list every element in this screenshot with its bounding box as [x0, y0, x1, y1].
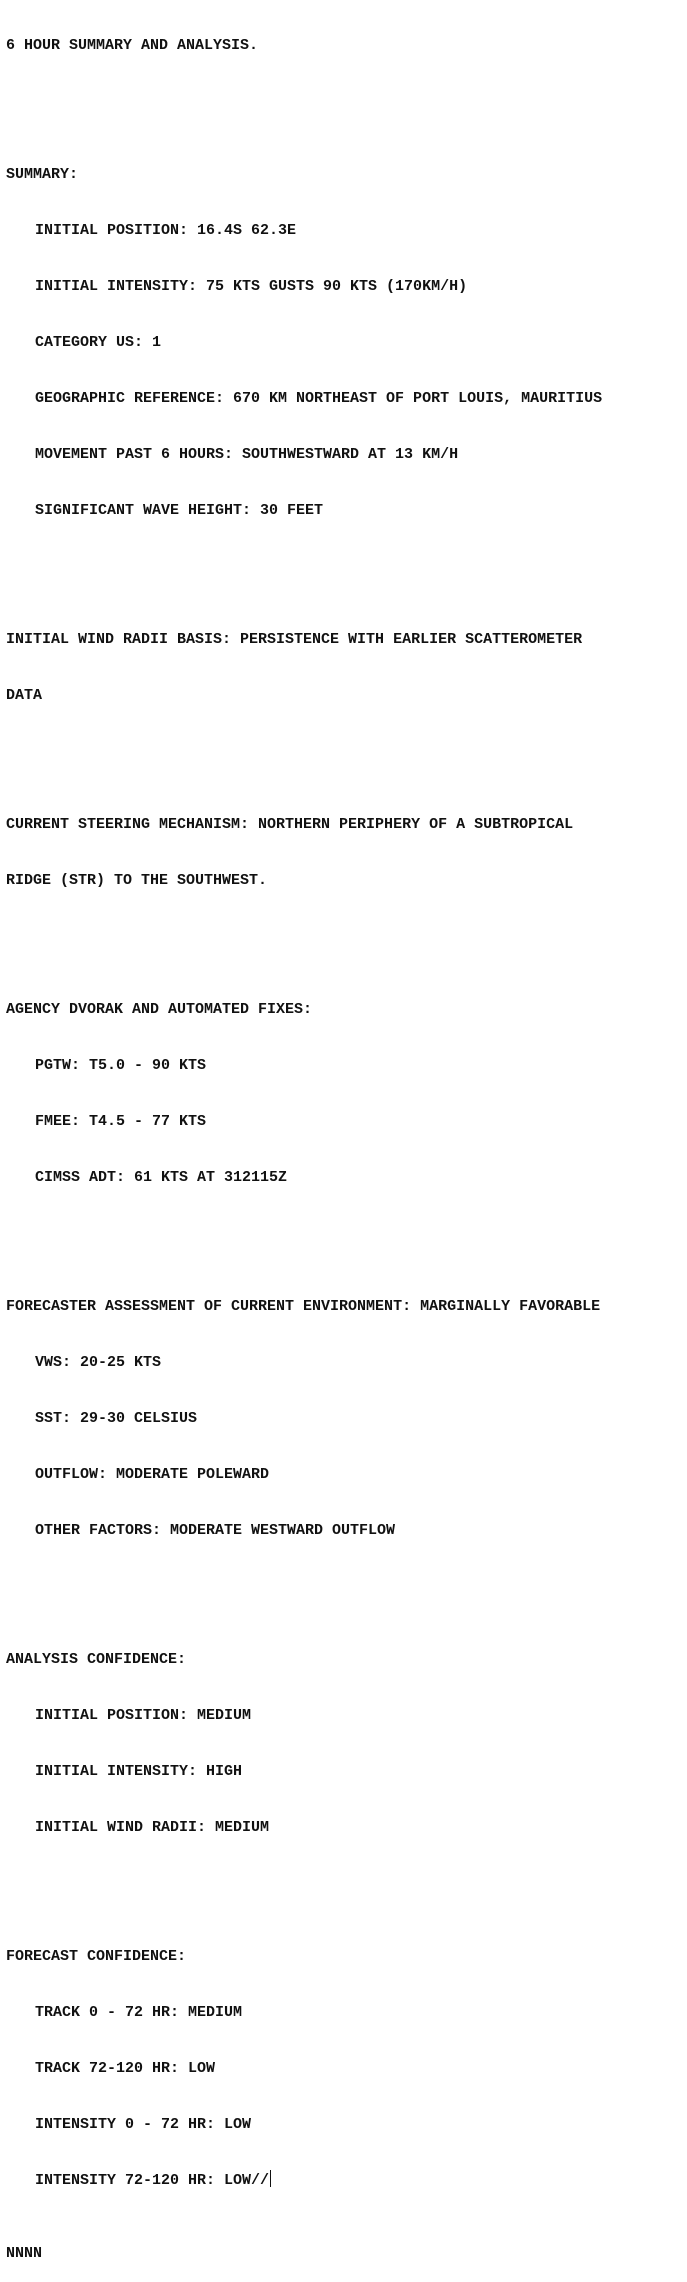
environment-heading: FORECASTER ASSESSMENT OF CURRENT ENVIRONMENT: MARGINALLY FAVORABLE [6, 1298, 601, 1315]
environment-other-factors: OTHER FACTORS: MODERATE WESTWARD OUTFLOW [35, 1522, 396, 1539]
analysis-confidence-intensity: INITIAL INTENSITY: HIGH [35, 1763, 243, 1780]
forecast-confidence-heading: FORECAST CONFIDENCE: [6, 1948, 187, 1965]
analysis-confidence-heading: ANALYSIS CONFIDENCE: [6, 1651, 187, 1668]
steering-line-2: RIDGE (STR) TO THE SOUTHWEST. [6, 872, 268, 889]
environment-outflow: OUTFLOW: MODERATE POLEWARD [35, 1466, 270, 1483]
fix-pgtw: PGTW: T5.0 - 90 KTS [35, 1057, 207, 1074]
spacer [6, 926, 686, 948]
bulletin-title: 6 HOUR SUMMARY AND ANALYSIS. [6, 37, 259, 54]
fix-cimss: CIMSS ADT: 61 KTS AT 312115Z [35, 1169, 288, 1186]
spacer [6, 91, 686, 113]
spacer [6, 1223, 686, 1245]
analysis-confidence-position: INITIAL POSITION: MEDIUM [35, 1707, 252, 1724]
summary-geographic-reference: GEOGRAPHIC REFERENCE: 670 KM NORTHEAST OF PORT LOUIS, MAURITIUS [35, 390, 603, 407]
fix-fmee: FMEE: T4.5 - 77 KTS [35, 1113, 207, 1130]
forecast-confidence-intensity-72-120: INTENSITY 72-120 HR: LOW// [35, 2172, 270, 2189]
forecast-confidence-track-72-120: TRACK 72-120 HR: LOW [35, 2060, 216, 2077]
summary-heading: SUMMARY: [6, 166, 79, 183]
summary-wave-height: SIGNIFICANT WAVE HEIGHT: 30 FEET [35, 502, 324, 519]
bulletin-footer: NNNN [6, 2245, 43, 2262]
environment-sst: SST: 29-30 CELSIUS [35, 1410, 198, 1427]
steering-line-1: CURRENT STEERING MECHANISM: NORTHERN PERIPHERY OF A SUBTROPICAL [6, 816, 574, 833]
environment-vws: VWS: 20-25 KTS [35, 1354, 162, 1371]
wind-radii-line-1: INITIAL WIND RADII BASIS: PERSISTENCE WITH EARLIER SCATTEROMETER [6, 631, 583, 648]
spacer [6, 556, 686, 578]
spacer [6, 1873, 686, 1895]
summary-initial-intensity: INITIAL INTENSITY: 75 KTS GUSTS 90 KTS (170KM/H) [35, 278, 468, 295]
summary-initial-position: INITIAL POSITION: 16.4S 62.3E [35, 222, 297, 239]
wind-radii-line-2: DATA [6, 687, 43, 704]
text-cursor [270, 2170, 271, 2187]
summary-category: CATEGORY US: 1 [35, 334, 162, 351]
forecast-confidence-intensity-0-72: INTENSITY 0 - 72 HR: LOW [35, 2116, 252, 2133]
spacer [6, 741, 686, 763]
analysis-confidence-wind-radii: INITIAL WIND RADII: MEDIUM [35, 1819, 270, 1836]
bulletin-document [6, 1, 686, 2282]
fixes-heading: AGENCY DVORAK AND AUTOMATED FIXES: [6, 1001, 313, 1018]
forecast-confidence-track-0-72: TRACK 0 - 72 HR: MEDIUM [35, 2004, 243, 2021]
summary-movement: MOVEMENT PAST 6 HOURS: SOUTHWESTWARD AT 13 KM/H [35, 446, 459, 463]
spacer [6, 1576, 686, 1598]
forecast-confidence-intensity-72-120-row [6, 2170, 686, 2192]
